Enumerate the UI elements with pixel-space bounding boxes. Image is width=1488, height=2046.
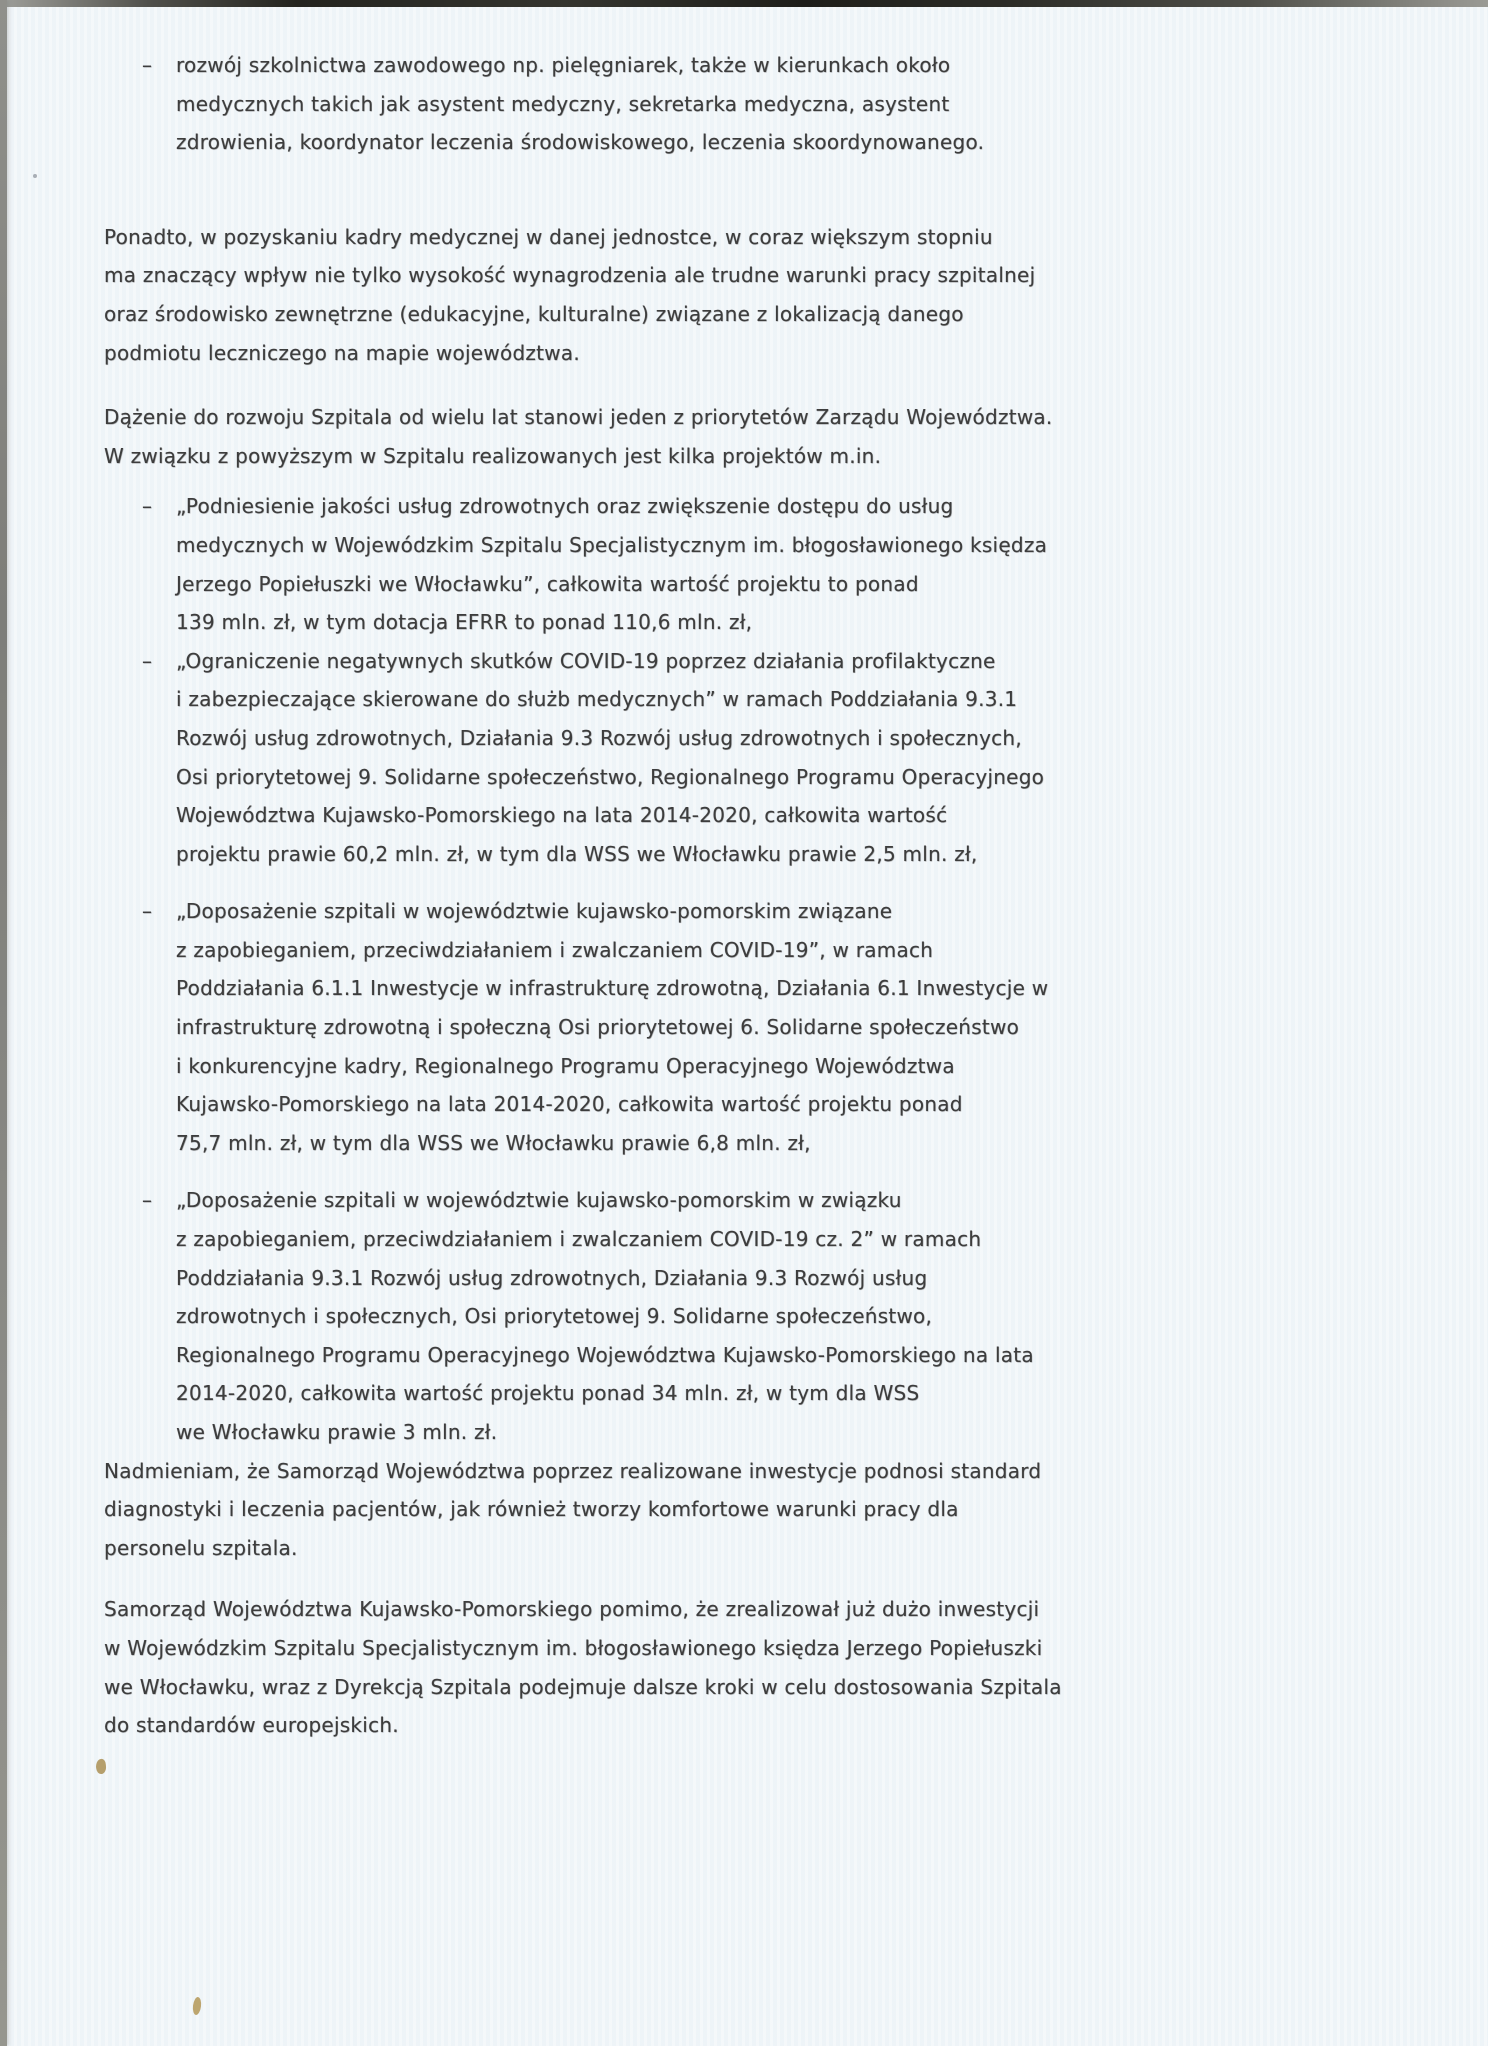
text-lines bbox=[104, 398, 1436, 475]
text-line: Jerzego Popiełuszki we Włocławku”, całkowita wartość projektu to ponad bbox=[176, 571, 919, 596]
text-line: Poddziałania 6.1.1 Inwestycje w infrastrukturę zdrowotną, Działania 6.1 Inwestycje w bbox=[176, 976, 1049, 1001]
text-line: medycznych takich jak asystent medyczny, sekretarka medyczna, asystent bbox=[176, 91, 950, 116]
text-line: infrastrukturę zdrowotną i społeczną Osi priorytetowej 6. Solidarne społeczeństwo bbox=[176, 1015, 1020, 1040]
text-line: oraz środowisko zewnętrzne (edukacyjne, kulturalne) związane z lokalizacją danego bbox=[104, 301, 964, 326]
text-line: Nadmieniam, że Samorząd Województwa poprzez realizowane inwestycje podnosi standard bbox=[104, 1458, 1042, 1483]
text-line: w Wojewódzkim Szpitalu Specjalistycznym im. błogosławionego księdza Jerzego Popiełuszki bbox=[104, 1635, 1043, 1660]
text-line: i zabezpieczające skierowane do służb medycznych” w ramach Poddziałania 9.3.1 bbox=[176, 687, 1018, 712]
text-line: 75,7 mln. zł, w tym dla WSS we Włocławku prawie 6,8 mln. zł, bbox=[176, 1130, 811, 1155]
bullet-dash-marker: – bbox=[142, 648, 153, 673]
paragraph bbox=[104, 398, 1436, 475]
text-lines bbox=[176, 487, 1436, 641]
bullet-dash-marker: – bbox=[142, 1188, 153, 1213]
paragraph bbox=[104, 1452, 1436, 1568]
text-line: Samorząd Województwa Kujawsko-Pomorskiego pomimo, że zrealizował już dużo inwestycji bbox=[104, 1597, 1040, 1622]
text-line: z zapobieganiem, przeciwdziałaniem i zwalczaniem COVID-19”, w ramach bbox=[176, 937, 934, 962]
text-line: z zapobieganiem, przeciwdziałaniem i zwalczaniem COVID-19 cz. 2” w ramach bbox=[176, 1227, 982, 1252]
text-line: ma znaczący wpływ nie tylko wysokość wynagrodzenia ale trudne warunki pracy szpitalnej bbox=[104, 263, 1036, 288]
text-lines bbox=[104, 218, 1436, 372]
bullet-item bbox=[104, 642, 1436, 874]
text-line: zdrowotnych i społecznych, Osi priorytetowej 9. Solidarne społeczeństwo, bbox=[176, 1304, 933, 1329]
text-lines bbox=[104, 1590, 1436, 1744]
text-line: Kujawsko-Pomorskiego na lata 2014-2020, całkowita wartość projektu ponad bbox=[176, 1092, 963, 1117]
bullet-item bbox=[104, 487, 1436, 641]
text-line: Osi priorytetowej 9. Solidarne społeczeństwo, Regionalnego Programu Operacyjnego bbox=[176, 764, 1045, 789]
text-lines bbox=[176, 642, 1436, 874]
text-line: projektu prawie 60,2 mln. zł, w tym dla WSS we Włocławku prawie 2,5 mln. zł, bbox=[176, 841, 978, 866]
text-line: medycznych w Wojewódzkim Szpitalu Specjalistycznym im. błogosławionego księdza bbox=[176, 532, 1048, 557]
text-line: i konkurencyjne kadry, Regionalnego Programu Operacyjnego Województwa bbox=[176, 1053, 955, 1078]
text-line: „Doposażenie szpitali w województwie kujawsko-pomorskim w związku bbox=[176, 1188, 902, 1213]
text-line: Dążenie do rozwoju Szpitala od wielu lat stanowi jeden z priorytetów Zarządu Województwa. bbox=[104, 405, 1053, 430]
text-line: personelu szpitala. bbox=[104, 1535, 298, 1560]
bullet-item bbox=[104, 892, 1436, 1162]
bullet-dash-marker: – bbox=[142, 899, 153, 924]
paragraph bbox=[104, 1590, 1436, 1744]
bullet-item bbox=[104, 1181, 1436, 1451]
text-line: rozwój szkolnictwa zawodowego np. pielęgniarek, także w kierunkach około bbox=[176, 53, 951, 77]
text-line: Rozwój usług zdrowotnych, Działania 9.3 Rozwój usług zdrowotnych i społecznych, bbox=[176, 725, 1022, 750]
text-lines bbox=[176, 1181, 1436, 1451]
text-line: do standardów europejskich. bbox=[104, 1713, 399, 1738]
text-line: we Włocławku prawie 3 mln. zł. bbox=[176, 1420, 498, 1444]
text-line: 2014-2020, całkowita wartość projektu ponad 34 mln. zł, w tym dla WSS bbox=[176, 1381, 920, 1406]
text-line: Regionalnego Programu Operacyjnego Województwa Kujawsko-Pomorskiego na lata bbox=[176, 1342, 1034, 1367]
text-line: we Włocławku, wraz z Dyrekcją Szpitala podejmuje dalsze kroki w celu dostosowania Szpitala bbox=[104, 1674, 1062, 1699]
text-line: „Ograniczenie negatywnych skutków COVID-19 poprzez działania profilaktyczne bbox=[176, 648, 996, 673]
text-line: Poddziałania 9.3.1 Rozwój usług zdrowotnych, Działania 9.3 Rozwój usług bbox=[176, 1265, 928, 1290]
text-line: podmiotu leczniczego na mapie województwa. bbox=[104, 340, 580, 365]
bullet-dash-marker: – bbox=[142, 494, 153, 519]
text-line: „Podniesienie jakości usług zdrowotnych oraz zwiększenie dostępu do usług bbox=[176, 494, 954, 519]
text-line: diagnostyki i leczenia pacjentów, jak również tworzy komfortowe warunki pracy dla bbox=[104, 1497, 959, 1522]
text-line: zdrowienia, koordynator leczenia środowiskowego, leczenia skoordynowanego. bbox=[176, 130, 985, 155]
text-line: 139 mln. zł, w tym dotacja EFRR to ponad 110,6 mln. zł, bbox=[176, 610, 753, 635]
text-lines bbox=[176, 46, 1436, 162]
text-line: „Doposażenie szpitali w województwie kujawsko-pomorskim związane bbox=[176, 899, 893, 924]
scan-speck bbox=[95, 1759, 107, 1775]
text-lines bbox=[176, 892, 1436, 1162]
text-line: Ponadto, w pozyskaniu kadry medycznej w danej jednostce, w coraz większym stopniu bbox=[104, 224, 993, 249]
bullet-dash-marker: – bbox=[142, 53, 153, 77]
scan-speck bbox=[192, 1997, 202, 2016]
text-line: Województwa Kujawsko-Pomorskiego na lata 2014-2020, całkowita wartość bbox=[176, 803, 948, 828]
paragraph bbox=[104, 218, 1436, 372]
bullet-item bbox=[104, 46, 1436, 162]
text-line: W związku z powyższym w Szpitalu realizowanych jest kilka projektów m.in. bbox=[104, 443, 882, 468]
text-lines bbox=[104, 1452, 1436, 1568]
